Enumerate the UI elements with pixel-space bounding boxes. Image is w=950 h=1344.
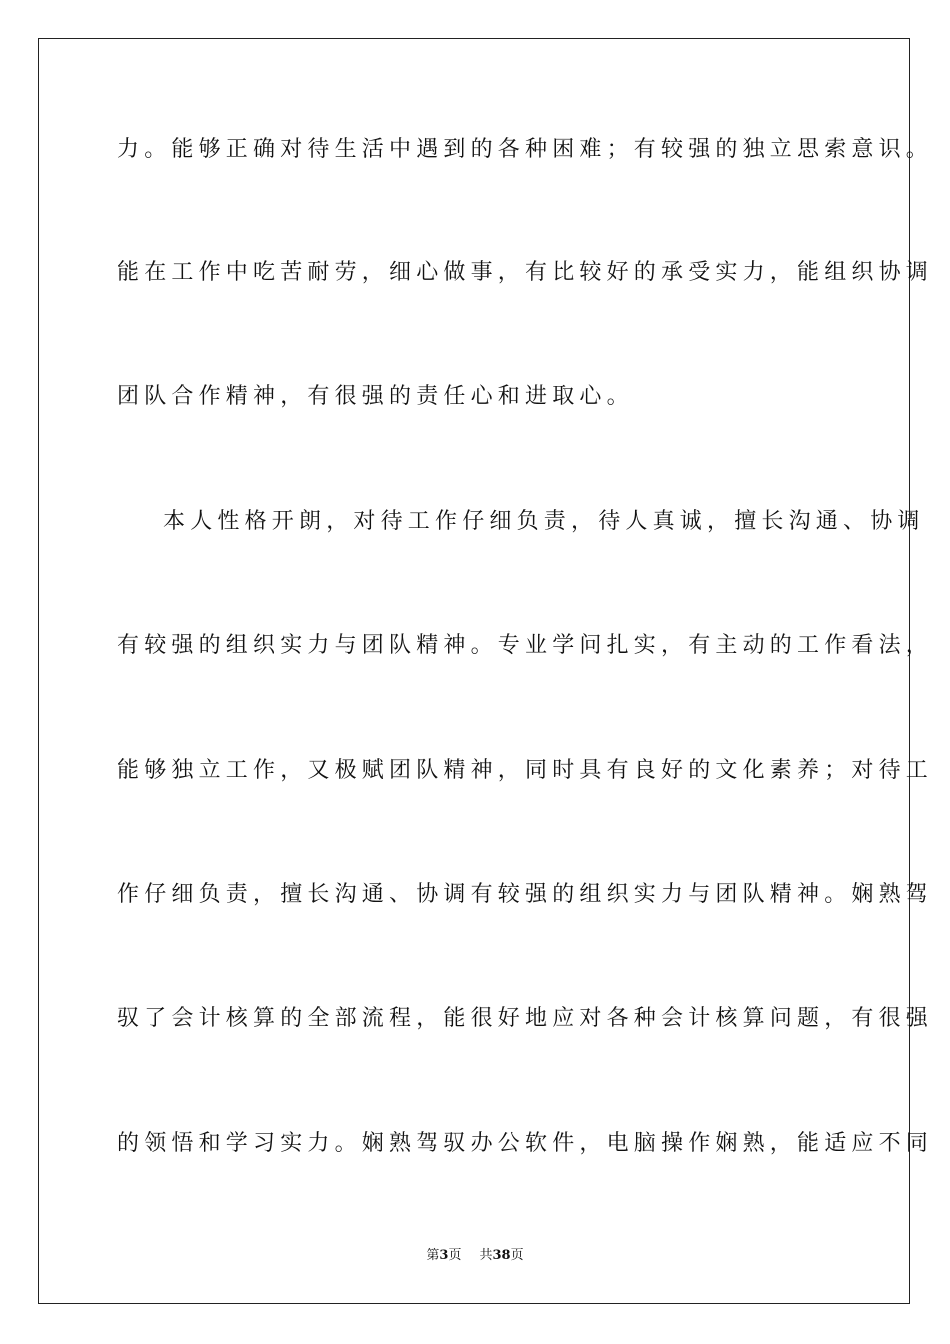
body-text-line-6: 能够独立工作，又极赋团队精神，同时具有良好的文化素养；对待工 <box>117 758 934 783</box>
page-border <box>38 38 934 1304</box>
body-text-line-5: 有较强的组织实力与团队精神。专业学问扎实，有主动的工作看法， <box>117 633 934 658</box>
body-text-line-3: 团队合作精神，有很强的责任心和进取心。 <box>117 384 634 409</box>
footer-page-number: 3 <box>439 1248 449 1263</box>
footer-page-suffix: 页 <box>448 1248 462 1263</box>
page-footer <box>0 1247 950 1265</box>
body-text-line-8: 驭了会计核算的全部流程，能很好地应对各种会计核算问题，有很强 <box>117 1006 934 1031</box>
paragraph-start-line: 本人性格开朗，对待工作仔细负责，待人真诚，擅长沟通、协调 <box>163 509 925 534</box>
footer-total-prefix: 共 <box>479 1248 493 1263</box>
body-text-line-1: 力。能够正确对待生活中遇到的各种困难；有较强的独立思索意识。 <box>117 137 934 162</box>
footer-page-prefix: 第 <box>426 1248 440 1263</box>
body-text-line-2: 能在工作中吃苦耐劳，细心做事，有比较好的承受实力，能组织协调 <box>117 260 934 285</box>
body-text-line-7: 作仔细负责，擅长沟通、协调有较强的组织实力与团队精神。娴熟驾 <box>117 882 934 907</box>
footer-total-pages: 38 <box>492 1248 511 1263</box>
footer-total-suffix: 页 <box>510 1248 524 1263</box>
body-text-line-9: 的领悟和学习实力。娴熟驾驭办公软件，电脑操作娴熟，能适应不同 <box>117 1131 934 1156</box>
